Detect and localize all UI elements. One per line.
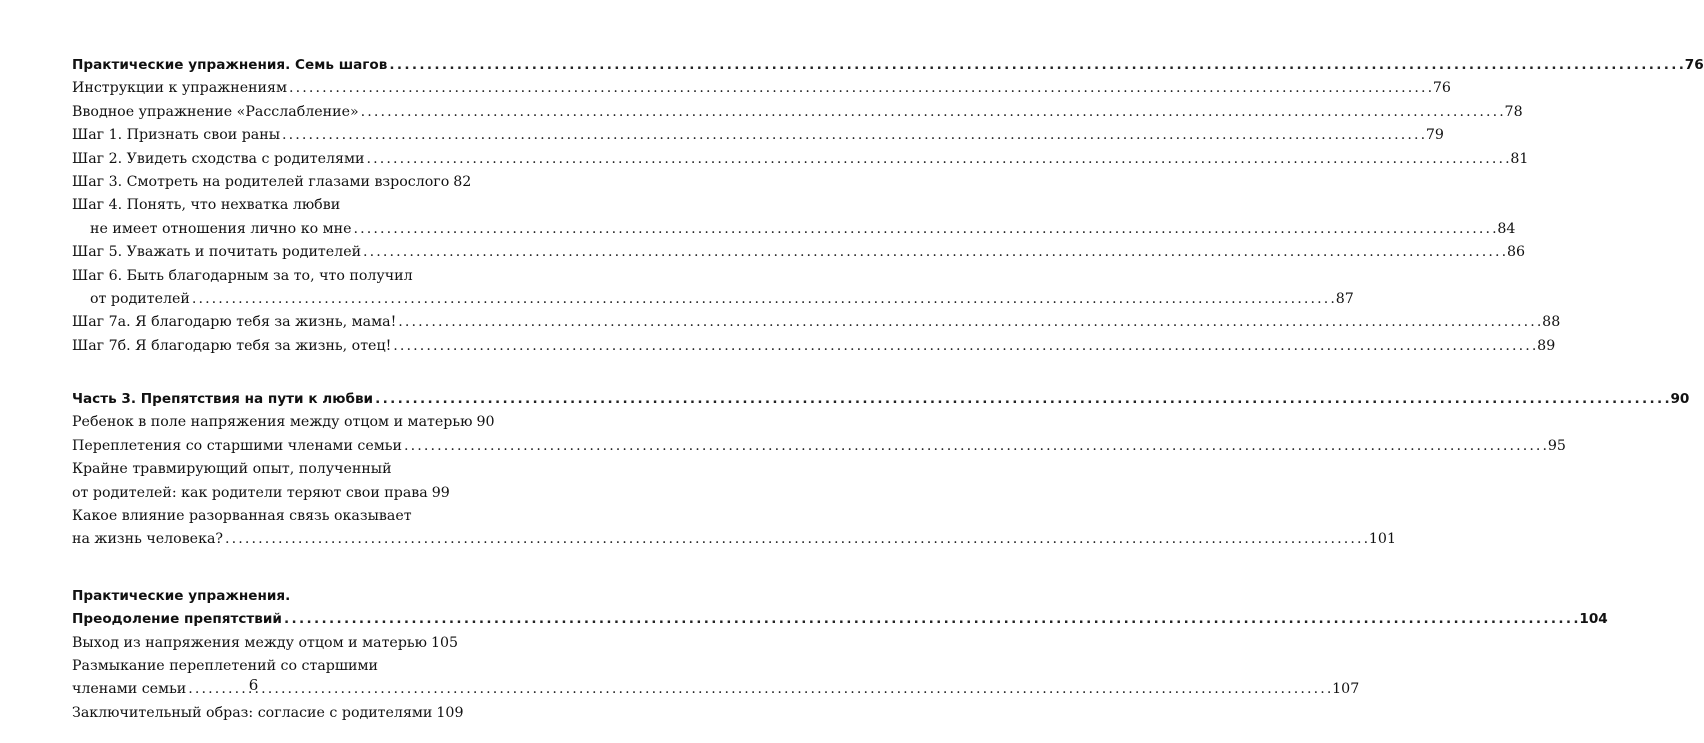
toc-entry-page: 76 (1432, 80, 1451, 97)
toc-entry-page: 104 (1579, 611, 1608, 628)
dot-leader (282, 124, 1424, 147)
toc-entry (72, 124, 1444, 147)
toc-entry-first-line (72, 505, 438, 528)
toc-entry-page: 107 (1332, 681, 1360, 698)
toc-entry (72, 288, 1354, 311)
toc-entry (72, 435, 1566, 458)
dot-leader (404, 435, 1546, 458)
toc-entry-title: Шаг 7б. Я благодарю тебя за жизнь, отец! (72, 337, 392, 354)
toc-entry-page: 90 (1670, 391, 1690, 408)
dot-leader (289, 77, 1431, 100)
toc-entry (72, 482, 450, 505)
toc-entry-page: 82 (453, 173, 472, 190)
toc-entry-page: 86 (1506, 244, 1525, 261)
toc-entry-page: 90 (476, 414, 495, 431)
dot-leader (375, 388, 1668, 411)
toc-entry-first-line (72, 194, 438, 217)
toc-entry (72, 388, 1690, 411)
toc-entry-page: 109 (436, 704, 464, 721)
toc-entry-title: Шаг 4. Понять, что нехватка любви (72, 197, 341, 214)
toc-entry-title: не имеет отношения лично ко мне (90, 220, 352, 237)
toc-entry-first-line (72, 265, 438, 288)
toc-entry-title: от родителей: как родители теряют свои права (72, 484, 428, 501)
dot-leader (389, 54, 1682, 77)
dot-leader (284, 608, 1577, 631)
dot-leader (363, 241, 1505, 264)
toc-entry-page: 105 (430, 634, 459, 651)
toc-entry-page: 84 (1497, 220, 1516, 237)
toc-entry-page: 79 (1425, 127, 1444, 144)
toc-entry-title: Шаг 5. Уважать и почитать родителей (72, 244, 362, 261)
toc-entry-title: Инструкции к упражнениям (72, 80, 287, 97)
toc-entry-page: 88 (1542, 314, 1561, 331)
toc-entry-first-line (72, 458, 438, 481)
toc-entry-title: Вводное упражнение «Расслабление» (72, 103, 359, 120)
toc-entry (72, 335, 1556, 358)
toc-entry-first-line (72, 655, 438, 678)
dot-leader (393, 335, 1535, 358)
toc-entry-title: Шаг 2. Увидеть сходства с родителями (72, 150, 365, 167)
dot-leader (354, 218, 1496, 241)
toc-entry-page: 101 (1368, 531, 1396, 548)
toc-entry (72, 608, 1608, 631)
toc-entry-title: Крайне травмирующий опыт, полученный (72, 461, 392, 478)
section-spacer (72, 552, 438, 585)
toc-entry-title: членами семьи (72, 681, 187, 698)
toc-entry-page: 78 (1504, 103, 1523, 120)
toc-entry (72, 148, 1529, 171)
toc-entry-page: 76 (1684, 57, 1704, 73)
toc-entry-title: Какое влияние разорванная связь оказывает (72, 508, 412, 525)
toc-entry-title: Шаг 3. Смотреть на родителей глазами взрослого (72, 173, 450, 190)
section-spacer (72, 358, 438, 388)
toc-entry (72, 218, 1516, 241)
toc-entry (72, 411, 495, 434)
dot-leader (361, 101, 1503, 124)
toc-entry-page: 87 (1335, 290, 1354, 307)
toc-entry-title: Шаг 1. Признать свои раны (72, 127, 281, 144)
toc-entry-page: 95 (1547, 437, 1566, 454)
section-heading: Практические упражнения. (72, 587, 291, 604)
toc-entry (72, 101, 1523, 124)
toc-entry-page: 89 (1537, 337, 1556, 354)
toc-entry (72, 311, 1561, 334)
toc-entry (72, 528, 1396, 551)
toc-entry-title: Практические упражнения. Семь шагов (72, 57, 388, 73)
page-number: 6 (248, 676, 259, 694)
toc-entry-title: Переплетения со старшими членами семьи (72, 437, 402, 454)
toc-entry (72, 77, 1451, 100)
toc-entry-page: 81 (1510, 150, 1529, 167)
toc-entry-title: Шаг 6. Быть благодарным за то, что получил (72, 267, 413, 284)
dot-leader (225, 528, 1367, 551)
toc-entry (72, 702, 464, 725)
toc-entry (72, 171, 472, 194)
toc-entry-title: Выход из напряжения между отцом и матерью (72, 634, 427, 651)
toc-entry (72, 241, 1525, 264)
dot-leader (192, 288, 1334, 311)
toc-entry-title: Шаг 7а. Я благодарю тебя за жизнь, мама! (72, 314, 397, 331)
toc-entry-title: Преодоление препятствий (72, 611, 282, 628)
toc-entry-title: Ребенок в поле напряжения между отцом и матерью (72, 414, 473, 431)
dot-leader (367, 148, 1509, 171)
toc-entry-title: Размыкание переплетений со старшими (72, 657, 379, 674)
toc-entry-title: на жизнь человека? (72, 531, 224, 548)
toc-entry (72, 632, 459, 655)
dot-leader (398, 311, 1540, 334)
toc-entry-title: Заключительный образ: согласие с родителями (72, 704, 433, 721)
toc-entry-page: 99 (431, 484, 450, 501)
toc-entry (72, 54, 1704, 77)
table-of-contents (72, 54, 1704, 725)
toc-entry-title: от родителей (90, 290, 190, 307)
toc-entry-title: Часть 3. Препятствия на пути к любви (72, 391, 374, 408)
